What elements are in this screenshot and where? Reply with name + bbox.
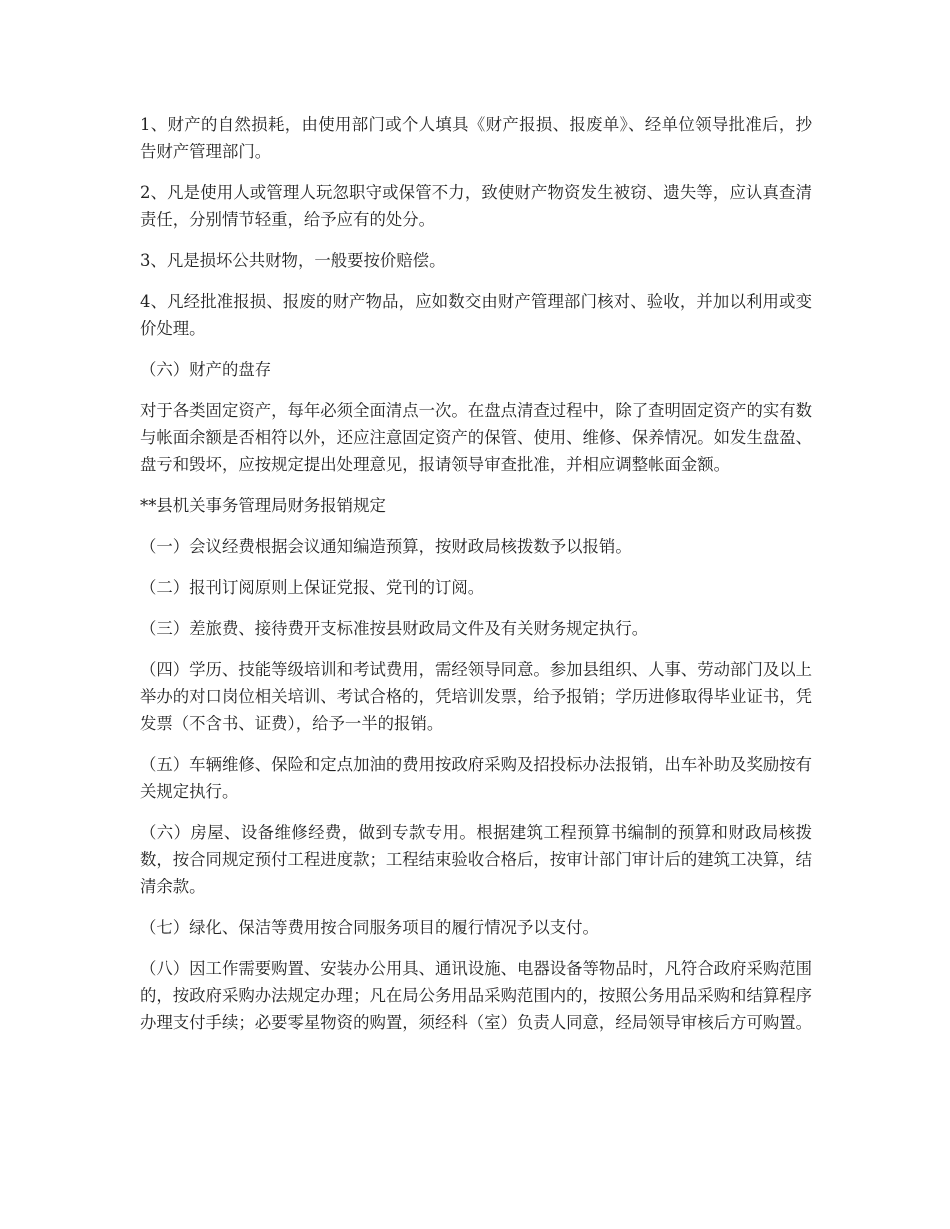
section-heading-asset-inventory: （六）财产的盘存 [140, 360, 272, 379]
paragraph-greening-cleaning: （七）绿化、保洁等费用按合同服务项目的履行情况予以支付。 [140, 918, 599, 937]
paragraph-office-purchases: （八）因工作需要购置、安装办公用具、通讯设施、电器设备等物品时，凡符合政府采购范围的，按政府采购办法规定办理；凡在局公务用品采购范围内的，按照公务用品采购和结算程序办理支付手续；必要零星物资的购置，须经科（室）负责人同意，经局领导审核后方可购置。 [140, 959, 813, 1032]
paragraph-negligence-responsibility: 2、凡是使用人或管理人玩忽职守或保管不力，致使财产物资发生被窃、遗失等，应认真查清责任，分别情节轻重，给予应有的处分。 [140, 183, 812, 229]
document-page [140, 111, 812, 1050]
paragraph-vehicle-expenses: （五）车辆维修、保险和定点加油的费用按政府采购及招投标办法报销，出车补助及奖励按有关规定执行。 [140, 755, 813, 801]
paragraph-newspaper-subscription: （二）报刊订阅原则上保证党报、党刊的订阅。 [140, 578, 485, 597]
paragraph-building-maintenance: （六）房屋、设备维修经费，做到专款专用。根据建筑工程预算书编制的预算和财政局核拨数，按合同规定预付工程进度款；工程结束验收合格后，按审计部门审计后的建筑工决算，结清余款。 [140, 823, 813, 896]
paragraph-damage-compensation: 3、凡是损坏公共财物，一般要按价赔偿。 [140, 251, 446, 270]
paragraph-asset-natural-wear: 1、财产的自然损耗，由使用部门或个人填具《财产报损、报废单》、经单位领导批准后，抄告财产管理部门。 [140, 115, 812, 161]
paragraph-annual-inventory: 对于各类固定资产，每年必须全面清点一次。在盘点清查过程中，除了查明固定资产的实有数与帐面余额是否相符以外，还应注意固定资产的保管、使用、维修、保养情况。如发生盘盈、盘亏和毁坏，应按规定提出处理意见，报请领导审查批准，并相应调整帐面金额。 [140, 401, 813, 474]
section-heading-reimbursement-rules: **县机关事务管理局财务报销规定 [140, 496, 386, 515]
paragraph-travel-reception: （三）差旅费、接待费开支标准按县财政局文件及有关财务规定执行。 [140, 619, 649, 638]
paragraph-meeting-expenses: （一）会议经费根据会议通知编造预算，按财政局核拨数予以报销。 [140, 537, 632, 556]
paragraph-training-exam-fees: （四）学历、技能等级培训和考试费用，需经领导同意。参加县组织、人事、劳动部门及以上举办的对口岗位相关培训、考试合格的，凭培训发票，给予报销；学历进修取得毕业证书，凭发票（不含书、证费），给予一半的报销。 [140, 660, 813, 733]
paragraph-approved-scrap-handling: 4、凡经批准报损、报废的财产物品，应如数交由财产管理部门核对、验收，并加以利用或变价处理。 [140, 292, 812, 338]
